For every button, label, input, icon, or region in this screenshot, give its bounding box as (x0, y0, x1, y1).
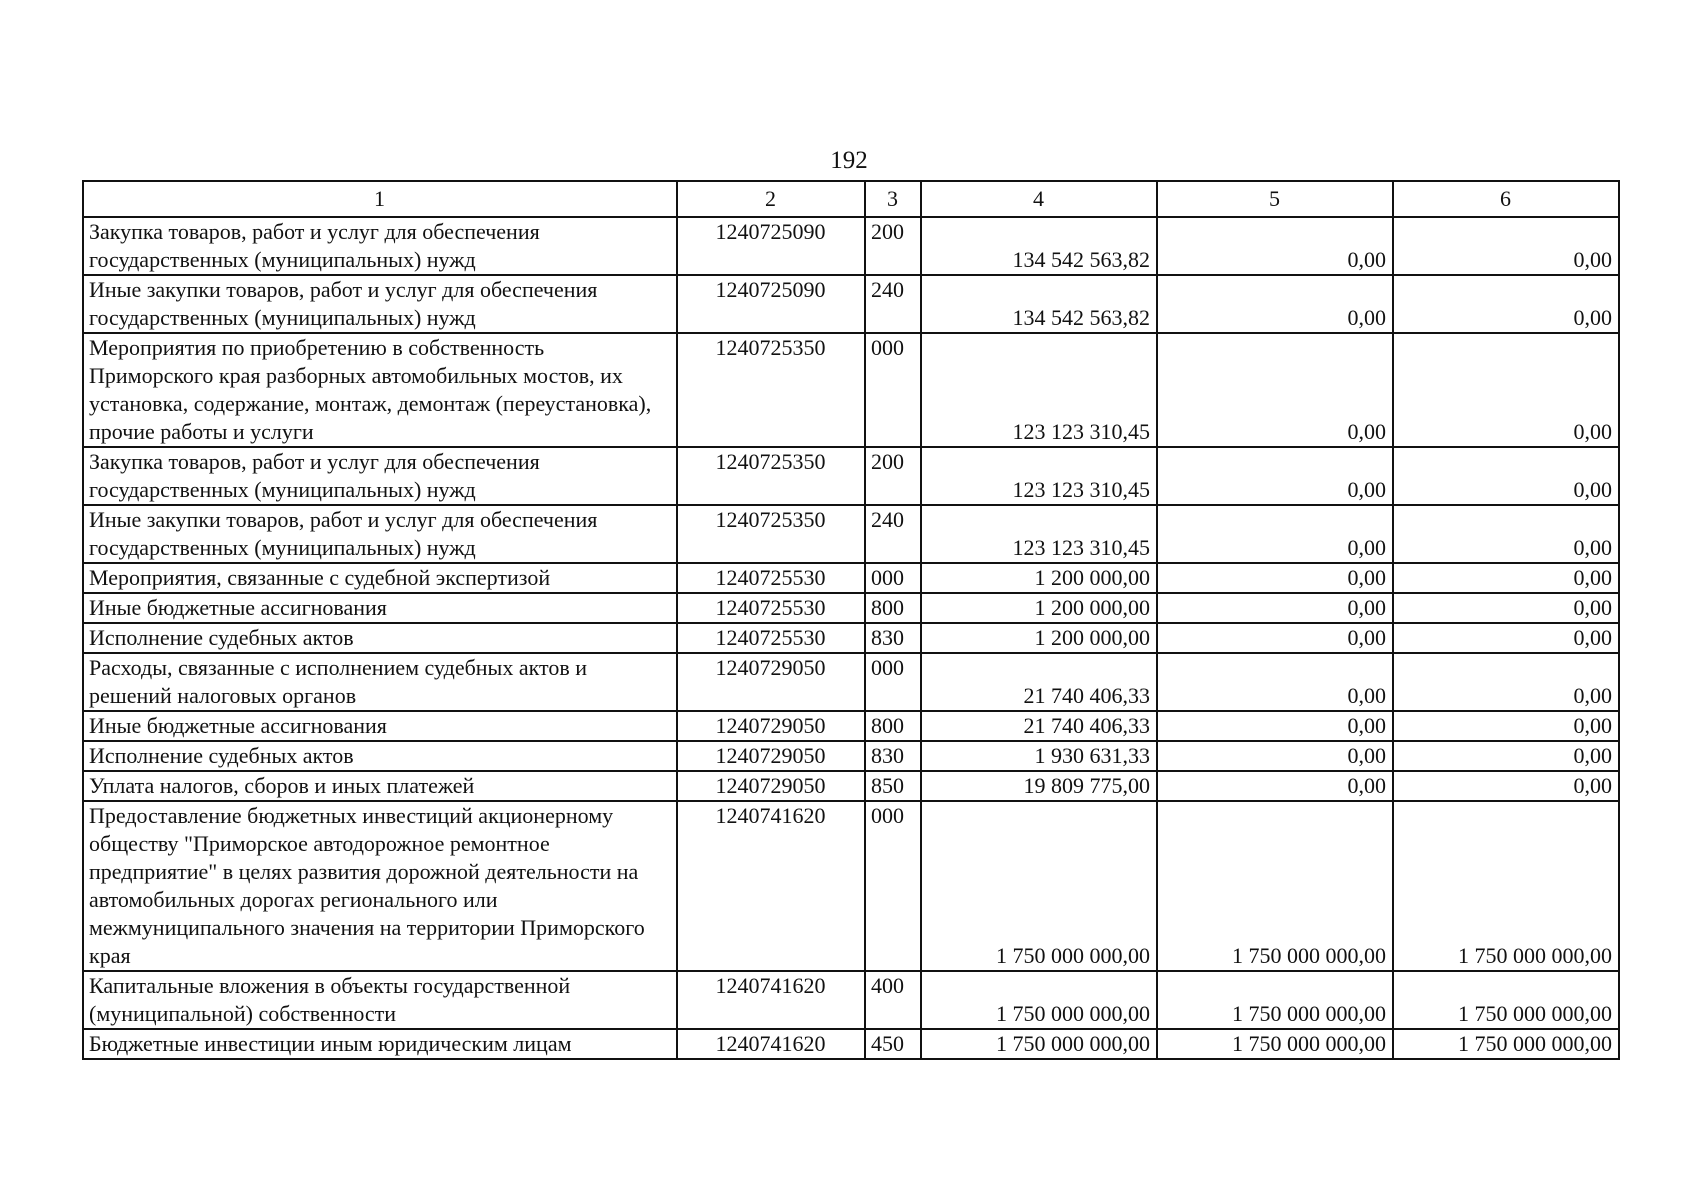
table-row (83, 971, 1619, 1029)
row-code: 1240725350 (677, 333, 865, 447)
row-sum-6: 0,00 (1393, 593, 1619, 623)
row-sum-4: 1 930 631,33 (921, 741, 1157, 771)
row-sum-4: 123 123 310,45 (921, 447, 1157, 505)
row-name: Мероприятия, связанные с судебной экспертизой (83, 563, 677, 593)
row-name: Закупка товаров, работ и услуг для обеспечения государственных (муниципальных) нужд (83, 217, 677, 275)
row-code: 1240729050 (677, 711, 865, 741)
row-sum-5: 0,00 (1157, 275, 1393, 333)
row-code: 1240741620 (677, 971, 865, 1029)
row-sum-6: 1 750 000 000,00 (1393, 1029, 1619, 1059)
row-code: 1240725530 (677, 563, 865, 593)
row-code: 1240725090 (677, 217, 865, 275)
row-name: Закупка товаров, работ и услуг для обеспечения государственных (муниципальных) нужд (83, 447, 677, 505)
header-col-2: 2 (677, 181, 865, 217)
row-sum-5: 0,00 (1157, 593, 1393, 623)
row-code: 1240741620 (677, 801, 865, 971)
table-row (83, 1029, 1619, 1059)
row-code: 1240725530 (677, 623, 865, 653)
row-sum-4: 123 123 310,45 (921, 333, 1157, 447)
row-type: 830 (865, 741, 921, 771)
page-number: 192 (830, 147, 868, 174)
table-row (83, 333, 1619, 447)
row-sum-6: 0,00 (1393, 771, 1619, 801)
row-sum-5: 0,00 (1157, 217, 1393, 275)
row-sum-5: 0,00 (1157, 771, 1393, 801)
row-code: 1240741620 (677, 1029, 865, 1059)
row-type: 240 (865, 275, 921, 333)
row-name: Капитальные вложения в объекты государственной (муниципальной) собственности (83, 971, 677, 1029)
row-sum-4: 21 740 406,33 (921, 711, 1157, 741)
row-type: 850 (865, 771, 921, 801)
row-type: 830 (865, 623, 921, 653)
row-sum-6: 0,00 (1393, 505, 1619, 563)
row-sum-5: 1 750 000 000,00 (1157, 801, 1393, 971)
row-sum-6: 0,00 (1393, 275, 1619, 333)
row-sum-4: 1 200 000,00 (921, 563, 1157, 593)
row-type: 000 (865, 563, 921, 593)
row-sum-5: 1 750 000 000,00 (1157, 971, 1393, 1029)
row-name: Иные закупки товаров, работ и услуг для обеспечения государственных (муниципальных) нужд (83, 275, 677, 333)
row-name: Иные бюджетные ассигнования (83, 593, 677, 623)
row-code: 1240729050 (677, 741, 865, 771)
row-name: Бюджетные инвестиции иным юридическим лицам (83, 1029, 677, 1059)
header-col-3: 3 (865, 181, 921, 217)
row-name: Расходы, связанные с исполнением судебных актов и решений налоговых органов (83, 653, 677, 711)
row-type: 400 (865, 971, 921, 1029)
budget-table (82, 180, 1620, 1060)
row-sum-4: 19 809 775,00 (921, 771, 1157, 801)
row-name: Уплата налогов, сборов и иных платежей (83, 771, 677, 801)
row-sum-5: 0,00 (1157, 653, 1393, 711)
row-type: 200 (865, 217, 921, 275)
row-type: 240 (865, 505, 921, 563)
row-type: 450 (865, 1029, 921, 1059)
row-name: Иные закупки товаров, работ и услуг для обеспечения государственных (муниципальных) нужд (83, 505, 677, 563)
row-code: 1240725350 (677, 505, 865, 563)
header-row (83, 181, 1619, 217)
table-row (83, 593, 1619, 623)
table-row (83, 741, 1619, 771)
table-row (83, 653, 1619, 711)
row-type: 200 (865, 447, 921, 505)
row-sum-4: 134 542 563,82 (921, 217, 1157, 275)
table-row (83, 771, 1619, 801)
row-type: 000 (865, 653, 921, 711)
row-type: 000 (865, 333, 921, 447)
row-sum-5: 1 750 000 000,00 (1157, 1029, 1393, 1059)
header-col-1: 1 (83, 181, 677, 217)
row-sum-4: 1 750 000 000,00 (921, 971, 1157, 1029)
row-type: 800 (865, 593, 921, 623)
table-row (83, 711, 1619, 741)
row-name: Иные бюджетные ассигнования (83, 711, 677, 741)
row-name: Исполнение судебных актов (83, 623, 677, 653)
row-sum-5: 0,00 (1157, 623, 1393, 653)
row-name: Предоставление бюджетных инвестиций акционерному обществу "Приморское автодорожное ремонтное предприятие" в целях развития дорожной деятельности на автомобильных дорогах регионального или межмуниципального значения на территории Приморского края (83, 801, 677, 971)
table-row (83, 505, 1619, 563)
row-code: 1240729050 (677, 771, 865, 801)
row-sum-4: 1 750 000 000,00 (921, 801, 1157, 971)
row-type: 800 (865, 711, 921, 741)
row-sum-6: 0,00 (1393, 217, 1619, 275)
row-sum-4: 21 740 406,33 (921, 653, 1157, 711)
row-sum-5: 0,00 (1157, 563, 1393, 593)
row-code: 1240725350 (677, 447, 865, 505)
row-sum-4: 1 750 000 000,00 (921, 1029, 1157, 1059)
row-sum-4: 134 542 563,82 (921, 275, 1157, 333)
row-sum-5: 0,00 (1157, 711, 1393, 741)
row-sum-6: 0,00 (1393, 333, 1619, 447)
row-sum-6: 0,00 (1393, 711, 1619, 741)
row-sum-6: 0,00 (1393, 623, 1619, 653)
table-row (83, 623, 1619, 653)
row-sum-5: 0,00 (1157, 333, 1393, 447)
row-name: Мероприятия по приобретению в собственность Приморского края разборных автомобильных мостов, их установка, содержание, монтаж, демонтаж (переустановка), прочие работы и услуги (83, 333, 677, 447)
row-sum-6: 1 750 000 000,00 (1393, 801, 1619, 971)
header-col-4: 4 (921, 181, 1157, 217)
header-col-5: 5 (1157, 181, 1393, 217)
row-sum-5: 0,00 (1157, 741, 1393, 771)
row-code: 1240725530 (677, 593, 865, 623)
row-sum-4: 1 200 000,00 (921, 593, 1157, 623)
row-sum-5: 0,00 (1157, 505, 1393, 563)
table-row (83, 275, 1619, 333)
row-code: 1240729050 (677, 653, 865, 711)
row-sum-4: 123 123 310,45 (921, 505, 1157, 563)
row-sum-5: 0,00 (1157, 447, 1393, 505)
row-sum-6: 0,00 (1393, 447, 1619, 505)
row-code: 1240725090 (677, 275, 865, 333)
table-row (83, 217, 1619, 275)
row-sum-6: 0,00 (1393, 741, 1619, 771)
row-type: 000 (865, 801, 921, 971)
row-sum-6: 0,00 (1393, 653, 1619, 711)
row-sum-6: 0,00 (1393, 563, 1619, 593)
row-sum-4: 1 200 000,00 (921, 623, 1157, 653)
table-row (83, 801, 1619, 971)
header-col-6: 6 (1393, 181, 1619, 217)
table-row (83, 563, 1619, 593)
row-sum-6: 1 750 000 000,00 (1393, 971, 1619, 1029)
row-name: Исполнение судебных актов (83, 741, 677, 771)
table-row (83, 447, 1619, 505)
